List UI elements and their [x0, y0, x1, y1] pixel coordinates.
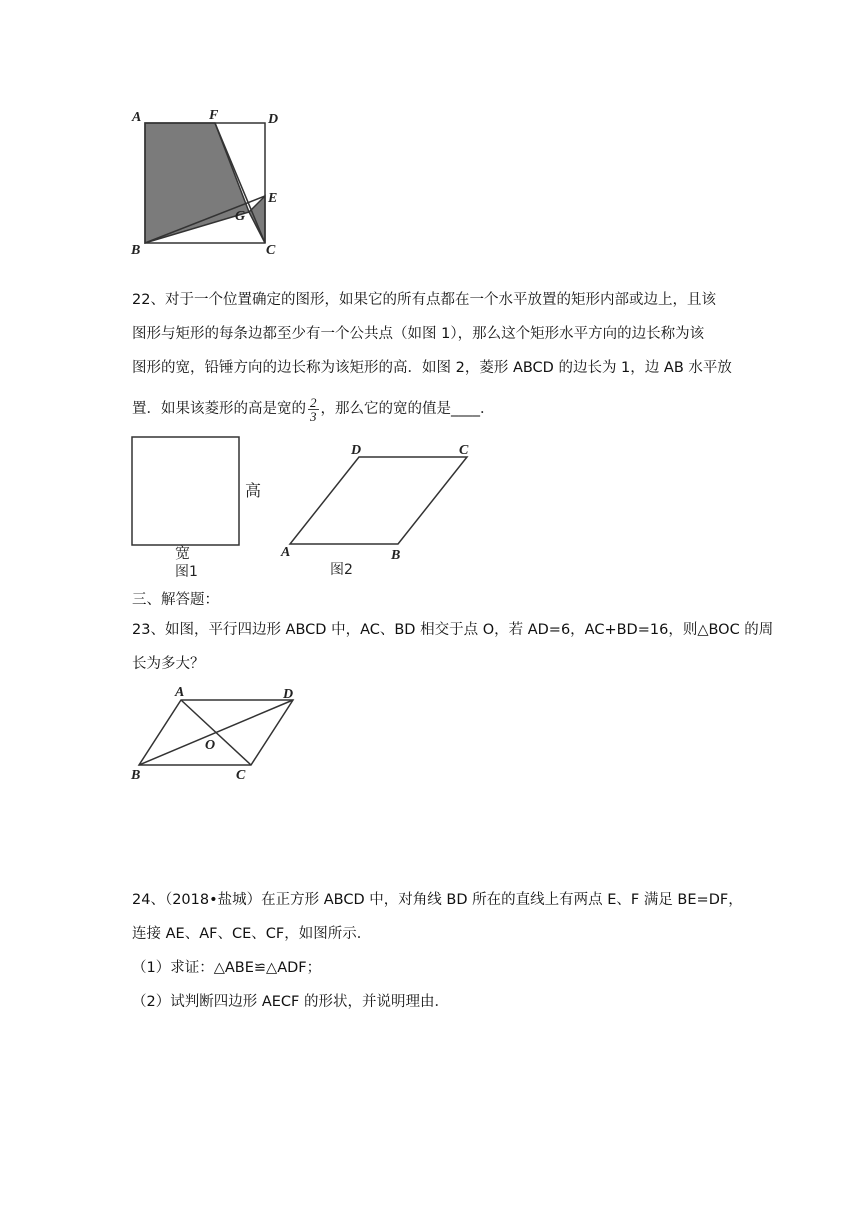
- square-diagram: [125, 105, 295, 265]
- label-o: O: [205, 738, 216, 753]
- caption-figure-2: 图2: [330, 562, 353, 578]
- q24-part2: （2）试判断四边形 AECF 的形状，并说明理由．: [132, 994, 449, 1010]
- label-c: C: [266, 243, 276, 258]
- label-d: D: [283, 687, 294, 702]
- label-e: E: [268, 191, 278, 206]
- q22-line4-post: ，那么它的宽的值是____．: [320, 401, 495, 417]
- label-height: 高: [245, 481, 262, 500]
- label-g: G: [235, 209, 246, 224]
- label-c: C: [236, 768, 246, 783]
- shaded-region-abgf: [145, 123, 249, 243]
- q22-line1: 22、对于一个位置确定的图形，如果它的所有点都在一个水平放置的矩形内部或边上，且该: [132, 292, 716, 308]
- label-b: B: [131, 768, 141, 783]
- label-b: B: [391, 548, 401, 563]
- q24-part1: （1）求证：△ABE≌△ADF；: [132, 960, 322, 976]
- q24-line1: 24、（2018•盐城）在正方形 ABCD 中，对角线 BD 所在的直线上有两点 E、F 满足 BE=DF，: [132, 892, 743, 908]
- label-a: A: [175, 685, 185, 700]
- q22-line4-pre: 置．如果该菱形的高是宽的: [132, 401, 306, 417]
- fraction-two-thirds: [308, 396, 319, 423]
- label-c: C: [459, 443, 469, 458]
- figure-1-rectangle: [125, 430, 275, 580]
- figure-square-abcd: [125, 105, 295, 265]
- fraction-denominator: 3: [310, 408, 317, 424]
- q23-line1: 23、如图，平行四边形 ABCD 中，AC、BD 相交于点 O，若 AD=6，AC+BD=16，则△BOC 的周: [132, 622, 774, 638]
- figure-2-rhombus: [275, 435, 485, 580]
- label-width: 宽: [175, 544, 191, 562]
- bounding-rectangle: [132, 437, 239, 545]
- label-a: A: [281, 545, 291, 560]
- q24-line2: 连接 AE、AF、CE、CF，如图所示．: [132, 926, 372, 942]
- label-a: A: [132, 110, 142, 125]
- caption-figure-1: 图1: [175, 564, 198, 580]
- section-3-heading: 三、解答题：: [132, 592, 219, 608]
- parallelogram-diagram: [125, 682, 315, 787]
- q23-line2: 长为多大？: [132, 656, 205, 672]
- label-d: D: [351, 443, 362, 458]
- fraction-numerator: 2: [310, 394, 317, 410]
- rhombus-diagram: [275, 435, 485, 580]
- q22-line3: 图形的宽，铅锤方向的边长称为该矩形的高．如图 2，菱形 ABCD 的边长为 1，边 AB 水平放: [132, 360, 732, 376]
- label-b: B: [131, 243, 141, 258]
- rhombus-abcd: [290, 457, 467, 544]
- q22-line2: 图形与矩形的每条边都至少有一个公共点（如图 1），那么这个矩形水平方向的边长称为该: [132, 326, 705, 342]
- rectangle-diagram: [125, 430, 275, 580]
- label-f: F: [209, 108, 219, 123]
- q22-line4: [132, 392, 495, 426]
- label-d: D: [268, 112, 279, 127]
- figure-parallelogram-abcd: [125, 682, 315, 787]
- diagonal-bd: [139, 700, 293, 765]
